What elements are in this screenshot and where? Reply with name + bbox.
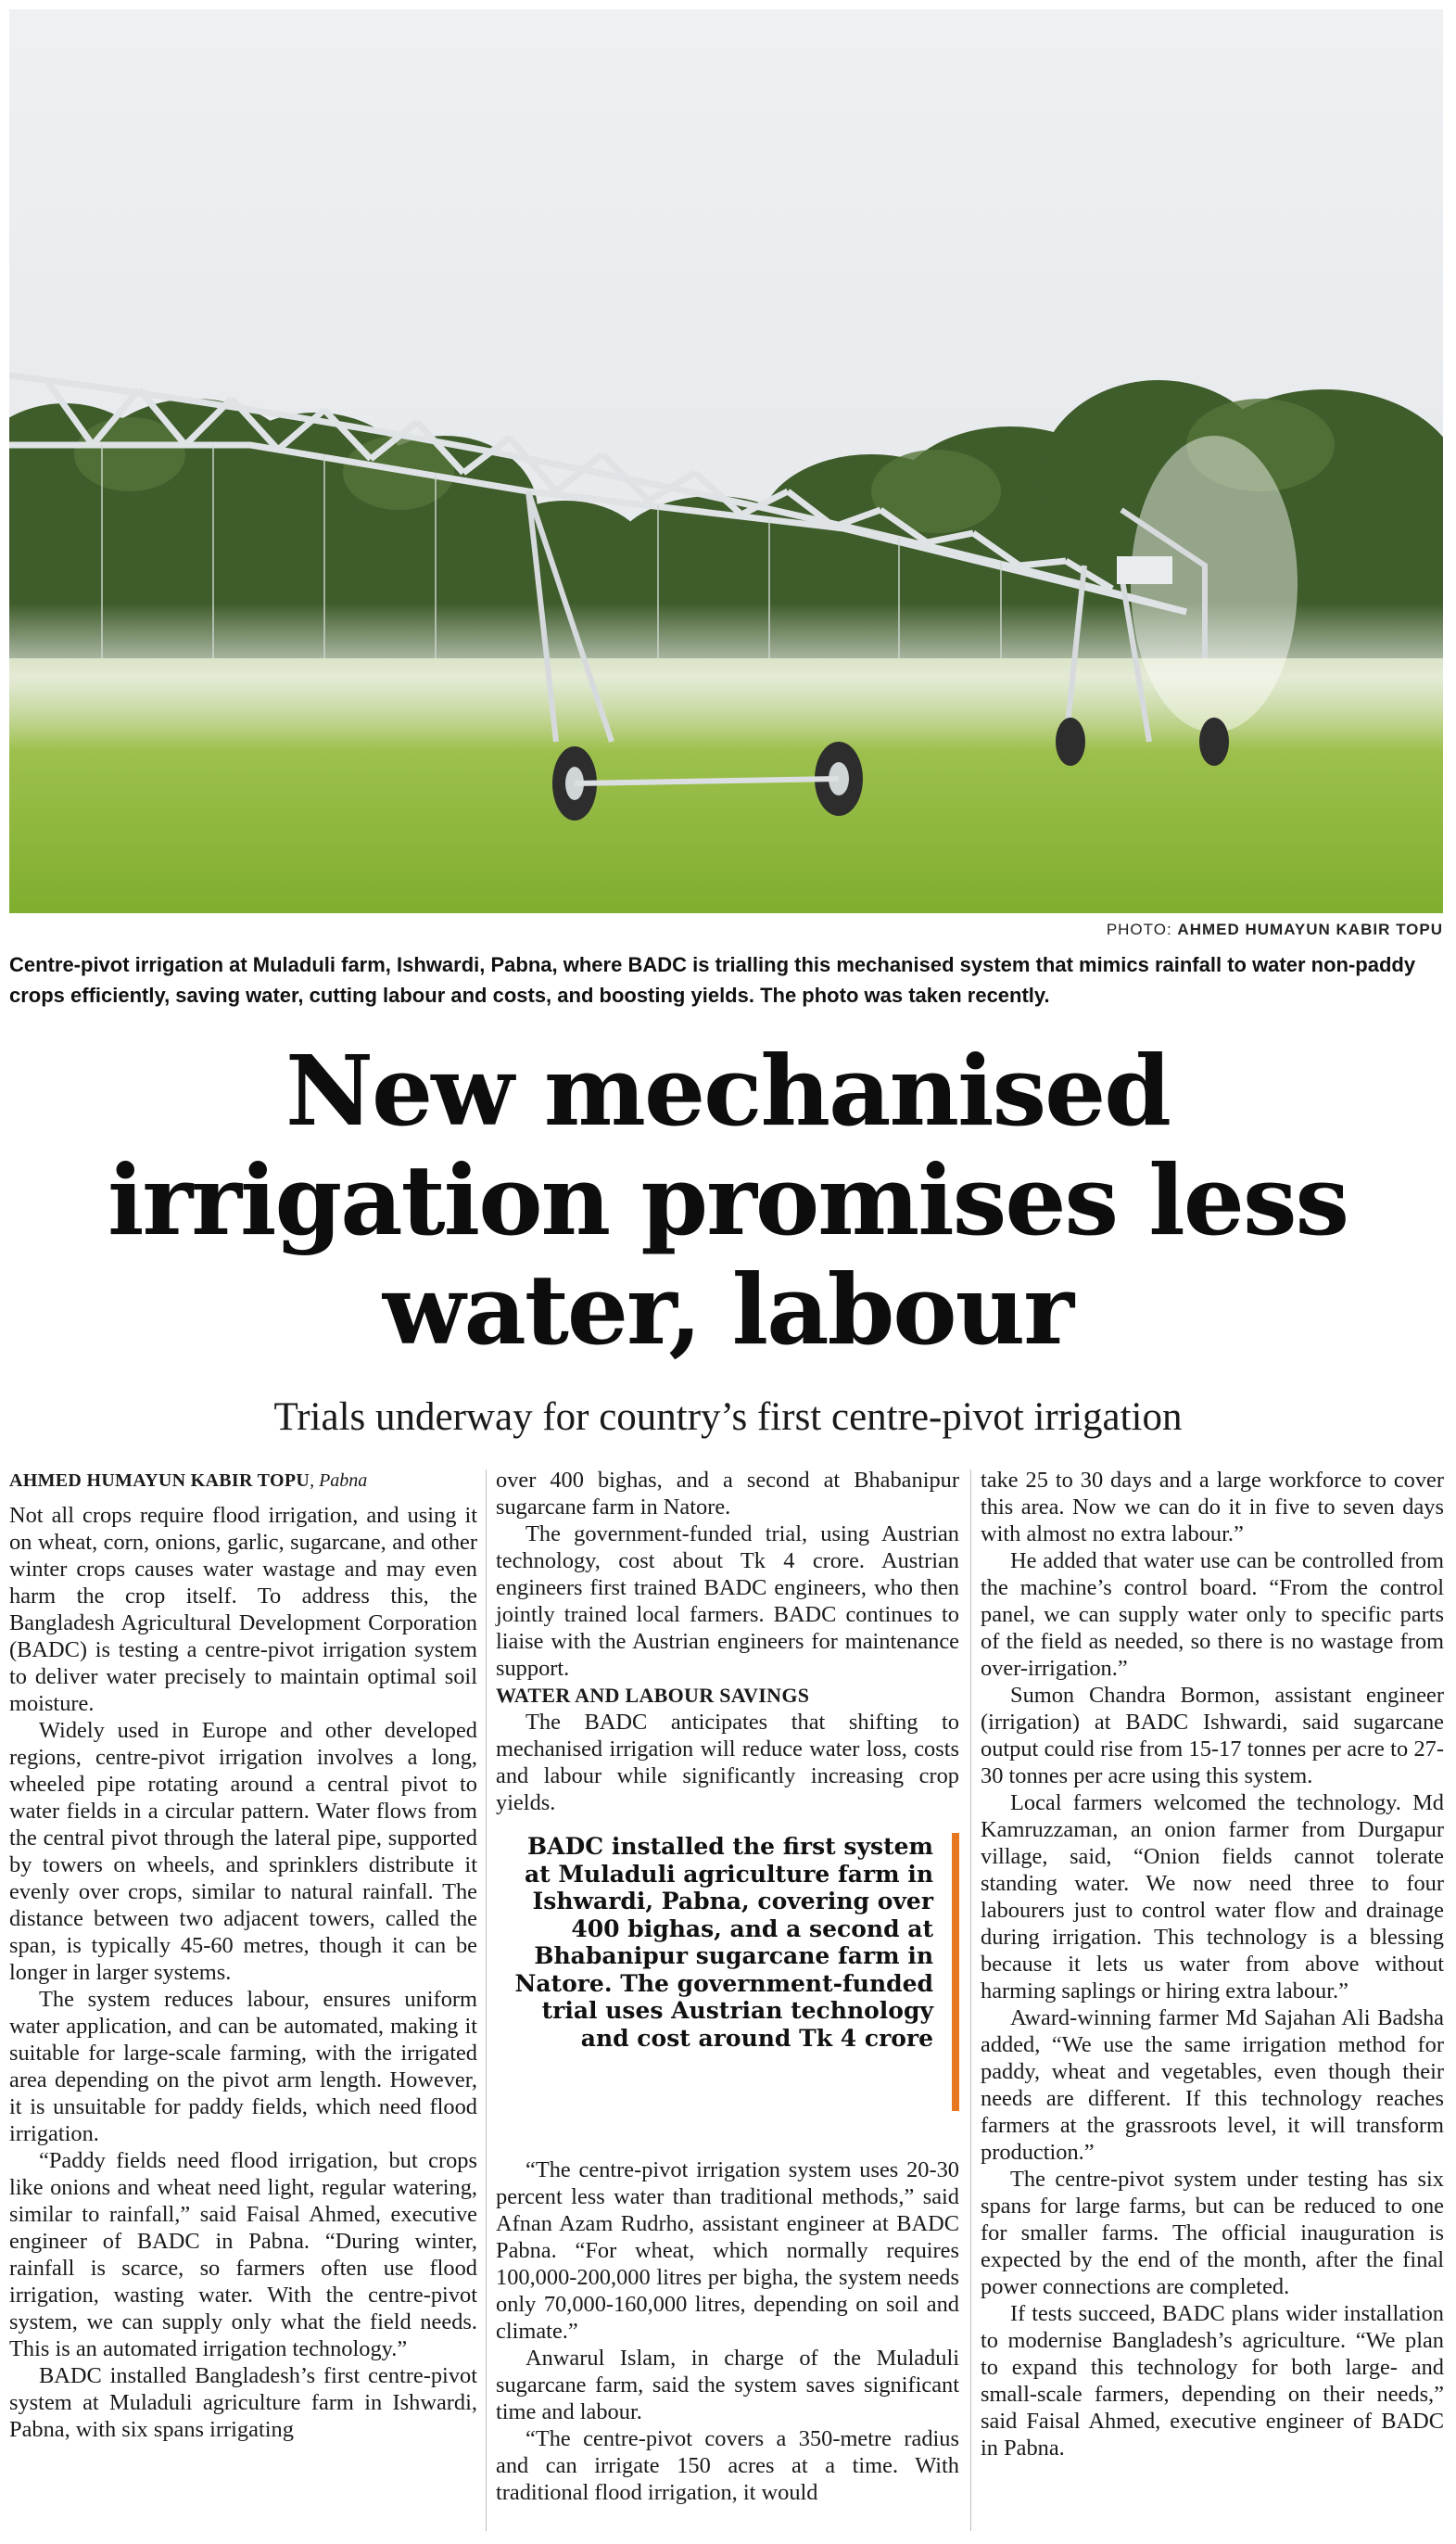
article-photo <box>9 9 1443 913</box>
column-divider <box>486 1469 487 2531</box>
paragraph: The BADC anticipates that shifting to mechanised irrigation will reduce water loss, costs and labour while significantly increasing crop yields. <box>496 1710 959 1815</box>
column-divider <box>970 1469 971 2531</box>
centre-pivot-irrigation-photo <box>9 9 1443 913</box>
paragraph: The government-funded trial, using Austrian technology, cost about Tk 4 crore. Austrian engineers first trained BADC engineers, who then jointly trained local farmers. BADC continues to liaise with the Austrian engineers for maintenance support. <box>496 1521 959 1681</box>
headline-line-3: water, labour <box>382 1253 1073 1367</box>
article-column-2 <box>496 1467 959 1816</box>
headline-line-1: New mechanised <box>285 1034 1171 1148</box>
subheadline: Trials underway for country’s first centre-pivot irrigation <box>273 1395 1183 1439</box>
paragraph: Local farmers welcomed the technology. Md Kamruzzaman, an onion farmer from Durgapur village, said, “Onion fields cannot tolerate standing water. We now need three to four labourers just to control water flow and drainage during irrigation. This technology is a blessing because it lets us water from above without harming saplings or hiring extra labour.” <box>981 1790 1444 2003</box>
paragraph: Anwarul Islam, in charge of the Muladuli sugarcane farm, said the system saves significant time and labour. <box>496 2346 959 2424</box>
paragraph: He added that water use can be controlled from the machine’s control board. “From the control panel, we can supply water only to specific parts of the field as needed, so there is no wastage from over-irrigation.” <box>981 1548 1444 1681</box>
article-column-1 <box>9 1467 477 2443</box>
paragraph: “The centre-pivot covers a 350-metre radius and can irrigate 150 acres at a time. With traditional flood irrigation, it would <box>496 2426 959 2505</box>
paragraph: take 25 to 30 days and a large workforce to cover this area. Now we can do it in five to seven days with almost no extra labour.” <box>981 1468 1444 1546</box>
photo-credit <box>1107 921 1443 939</box>
byline <box>9 1467 477 1495</box>
paragraph: If tests succeed, BADC plans wider installation to modernise Bangladesh’s agriculture. “We plan to expand this technology for both large- and small-scale farmers, depending on their needs,” said Faisal Ahmed, executive engineer of BADC in Pabna. <box>981 2301 1444 2461</box>
byline-place: , Pabna <box>310 1470 368 1491</box>
photo-caption: Centre-pivot irrigation at Muladuli farm, Ishwardi, Pabna, where BADC is trialling this mechanised system that mimics rainfall to water non-paddy crops efficiently, saving water, cutting labour and costs, and boosting yields. The photo was taken recently. <box>9 953 1416 1007</box>
paragraph: “The centre-pivot irrigation system uses 20-30 percent less water than traditional methods,” said Afnan Azam Rudrho, assistant engineer at BADC Pabna. “For wheat, which normally requires 100,000-200,000 litres per bigha, the system needs only 70,000-160,000 litres, depending on soil and climate.” <box>496 2157 959 2344</box>
headline <box>28 1034 1427 1367</box>
paragraph: The centre-pivot system under testing has six spans for large farms, but can be reduced to one for smaller farms. The official inauguration is expected by the end of the month, after the final power connections are completed. <box>981 2167 1444 2299</box>
pull-quote-text: BADC installed the first system at Muladuli agriculture farm in Ishwardi, Pabna, covering over 400 bighas, and a second at Bhabanipur sugarcane farm in Natore. The government-funded trial uses Austrian technology and cost around Tk 4 crore <box>514 1833 933 2052</box>
paragraph: Award-winning farmer Md Sajahan Ali Badsha added, “We use the same irrigation method for paddy, wheat and vegetables, even though their needs are different. If this technology reaches farmers at the grassroots level, it will transform production.” <box>981 2005 1444 2165</box>
pull-quote <box>496 1822 959 2142</box>
byline-name: AHMED HUMAYUN KABIR TOPU <box>9 1470 310 1491</box>
article-column-3 <box>981 1467 1444 2461</box>
paragraph: Not all crops require flood irrigation, and using it on wheat, corn, onions, garlic, sugarcane, and other winter crops causes water wastage and may even harm the crop itself. To address this, the Bangladesh Agricultural Development Corporation (BADC) is testing a centre-pivot irrigation system to deliver water precisely to maintain optimal soil moisture. <box>9 1503 477 1716</box>
headline-line-2: irrigation promises less <box>107 1143 1348 1257</box>
section-heading: WATER AND LABOUR SAVINGS <box>496 1684 810 1707</box>
paragraph: “Paddy fields need flood irrigation, but crops like onions and wheat need light, regular watering, similar to rainfall,” said Faisal Ahmed, executive engineer of BADC in Pabna. “During winter, rainfall is scarce, so farmers often use flood irrigation, wasting water. With the centre-pivot system, we can supply only what the field needs. This is an automated irrigation technology.” <box>9 2148 477 2361</box>
paragraph: BADC installed Bangladesh’s first centre-pivot system at Muladuli agriculture farm in Ishwardi, Pabna, with six spans irrigating <box>9 2363 477 2442</box>
pull-quote-accent-bar <box>952 1833 959 2111</box>
paragraph: Widely used in Europe and other developed regions, centre-pivot irrigation involves a long, wheeled pipe rotating around a central pivot to water fields in a circular pattern. Water flows from the central pivot through the lateral pipe, supported by towers on wheels, and sprinklers distribute it evenly over crops, similar to natural rainfall. The distance between two adjacent towers, called the span, is typically 45-60 metres, though it can be longer in larger systems. <box>9 1718 477 1985</box>
article-column-2-continued <box>496 2156 959 2506</box>
photo-credit-name: AHMED HUMAYUN KABIR TOPU <box>1177 921 1443 938</box>
paragraph: The system reduces labour, ensures uniform water application, and can be automated, making it suitable for large-scale farming, with the irrigated area depending on the pivot arm length. However, it is unsuitable for paddy fields, which need flood irrigation. <box>9 1987 477 2146</box>
paragraph: over 400 bighas, and a second at Bhabanipur sugarcane farm in Natore. <box>496 1468 959 1520</box>
paragraph: Sumon Chandra Bormon, assistant engineer (irrigation) at BADC Ishwardi, said sugarcane output could rise from 15-17 tonnes per acre to 27-30 tonnes per acre using this system. <box>981 1683 1444 1788</box>
photo-credit-prefix: PHOTO: <box>1106 921 1172 938</box>
